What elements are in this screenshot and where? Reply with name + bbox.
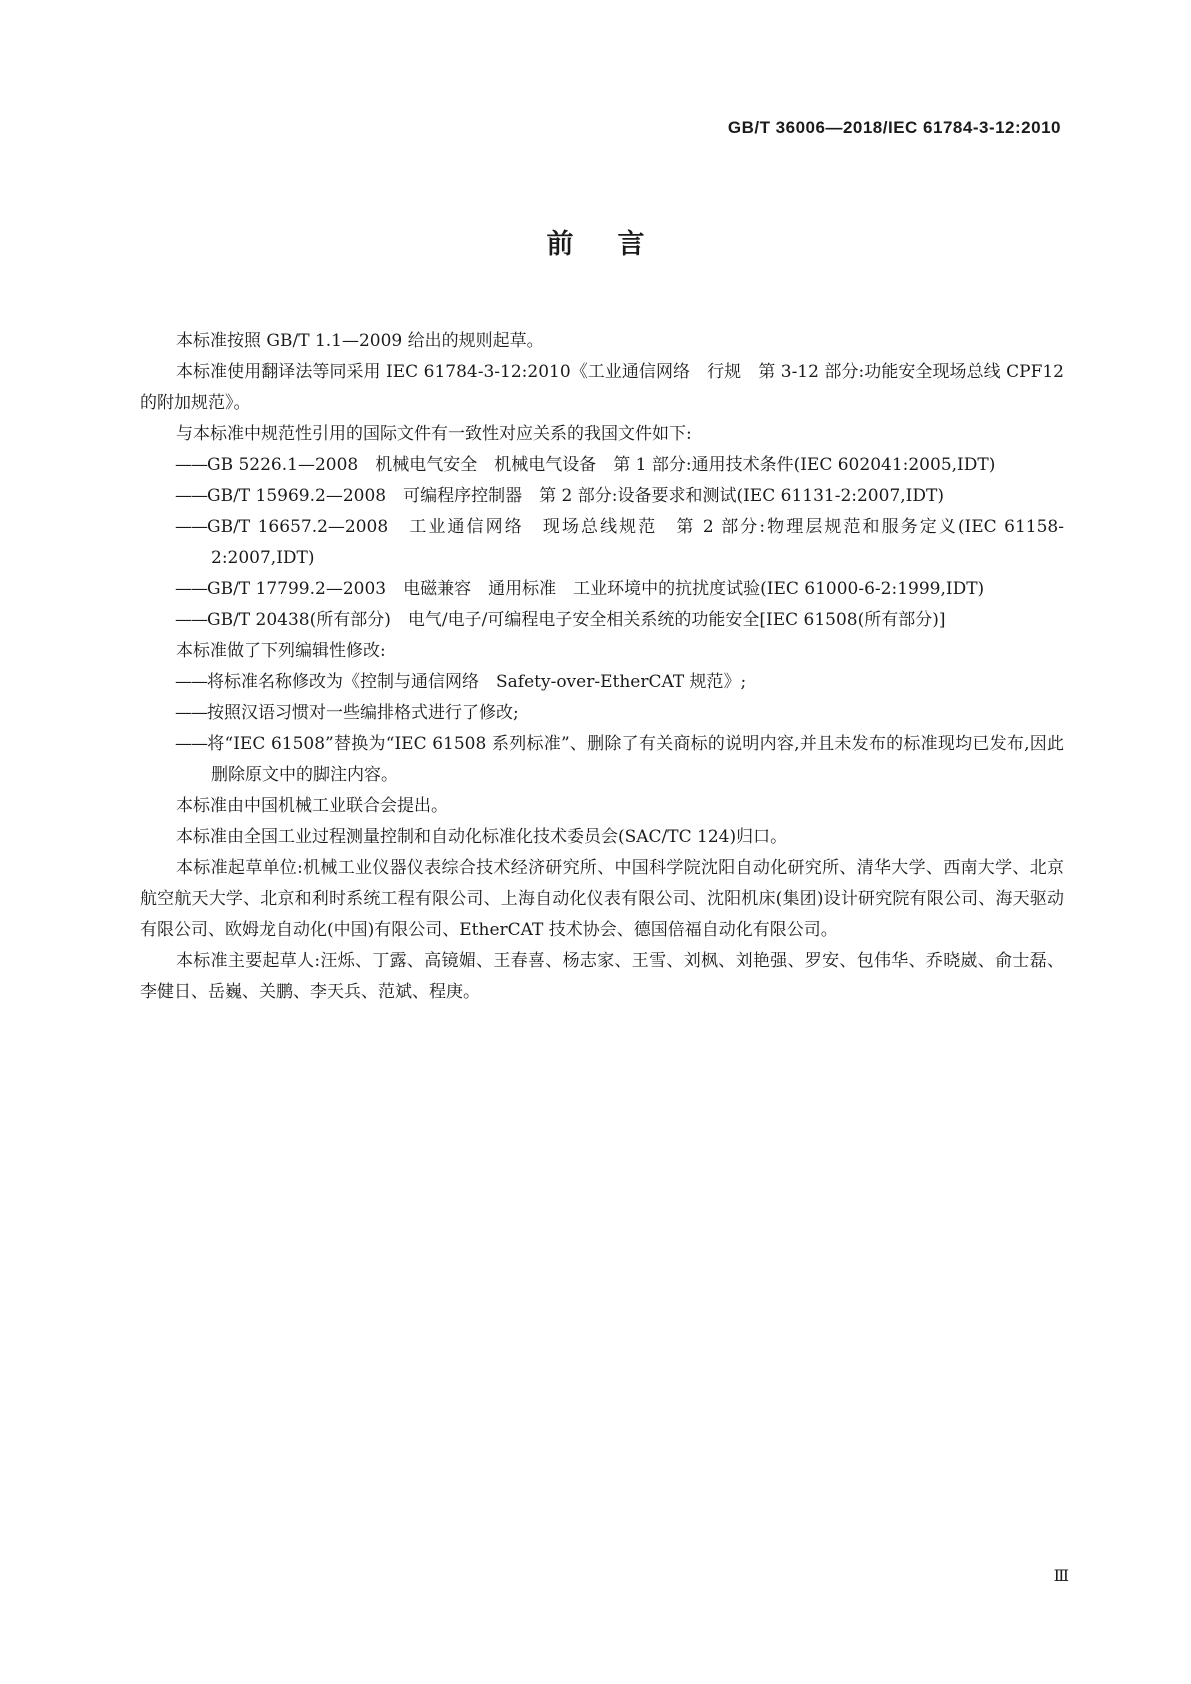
reference-text: GB/T 16657.2—2008 工业通信网络 现场总线规范 第 2 部分:物理层规范和服务定义(IEC 61158-2:2007,IDT) <box>207 517 1064 568</box>
dash-marker: —— <box>175 486 207 506</box>
paragraph-drafting-units: 本标准起草单位:机械工业仪器仪表综合技术经济研究所、中国科学院沈阳自动化研究所、清华大学、西南大学、北京航空航天大学、北京和利时系统工程有限公司、上海自动化仪表有限公司、沈阳机床(集团)设计研究院有限公司、海天驱动有限公司、欧姆龙自动化(中国)有限公司、EtherCAT 技术协会、德国倍福自动化有限公司。 <box>140 858 1064 940</box>
dash-marker: —— <box>175 672 207 692</box>
dash-marker: —— <box>175 455 207 475</box>
reference-item <box>140 605 1064 636</box>
paragraph-references-intro: 与本标准中规范性引用的国际文件有一致性对应关系的我国文件如下: <box>176 424 692 444</box>
page-title: 前言 <box>546 229 689 260</box>
reference-item <box>140 574 1064 605</box>
modification-item <box>140 729 1064 791</box>
reference-text: GB 5226.1—2008 机械电气安全 机械电气设备 第 1 部分:通用技术条件(IEC 602041:2005,IDT) <box>207 455 996 475</box>
document-id-header: GB/T 36006—2018/IEC 61784-3-12:2010 <box>727 118 1061 137</box>
reference-item <box>140 481 1064 512</box>
dash-marker: —— <box>175 579 207 599</box>
page-number: Ⅲ <box>1053 1566 1069 1585</box>
dash-marker: —— <box>175 734 207 754</box>
paragraph-adoption: 本标准使用翻译法等同采用 IEC 61784-3-12:2010《工业通信网络 行规 第 3-12 部分:功能安全现场总线 CPF12 的附加规范》。 <box>140 362 1064 413</box>
modification-text: 将“IEC 61508”替换为“IEC 61508 系列标准”、删除了有关商标的说明内容,并且未发布的标准现均已发布,因此删除原文中的脚注内容。 <box>207 734 1064 785</box>
modification-text: 将标准名称修改为《控制与通信网络 Safety-over-EtherCAT 规范》; <box>207 672 747 692</box>
reference-item <box>140 512 1064 574</box>
paragraph-drafters: 本标准主要起草人:汪烁、丁露、高镜媚、王春喜、杨志家、王雪、刘枫、刘艳强、罗安、包伟华、乔晓崴、俞士磊、李健日、岳巍、关鹏、李天兵、范斌、程庚。 <box>140 951 1064 1002</box>
paragraph-drafting-rules: 本标准按照 GB/T 1.1—2009 给出的规则起草。 <box>176 331 544 351</box>
paragraph-committee: 本标准由全国工业过程测量控制和自动化标准化技术委员会(SAC/TC 124)归口。 <box>176 827 788 847</box>
paragraph-proposer: 本标准由中国机械工业联合会提出。 <box>176 796 448 816</box>
foreword-body <box>140 326 1064 1008</box>
reference-item <box>140 450 1064 481</box>
modification-text: 按照汉语习惯对一些编排格式进行了修改; <box>207 703 519 723</box>
dash-marker: —— <box>175 517 207 537</box>
reference-text: GB/T 15969.2—2008 可编程序控制器 第 2 部分:设备要求和测试(IEC 61131-2:2007,IDT) <box>207 486 944 506</box>
modification-item <box>140 698 1064 729</box>
reference-text: GB/T 20438(所有部分) 电气/电子/可编程电子安全相关系统的功能安全[IEC 61508(所有部分)] <box>207 610 946 630</box>
reference-text: GB/T 17799.2—2003 电磁兼容 通用标准 工业环境中的抗扰度试验(IEC 61000-6-2:1999,IDT) <box>207 579 985 599</box>
modification-item <box>140 667 1064 698</box>
dash-marker: —— <box>175 703 207 723</box>
paragraph-modifications-intro: 本标准做了下列编辑性修改: <box>176 641 386 661</box>
dash-marker: —— <box>175 610 207 630</box>
